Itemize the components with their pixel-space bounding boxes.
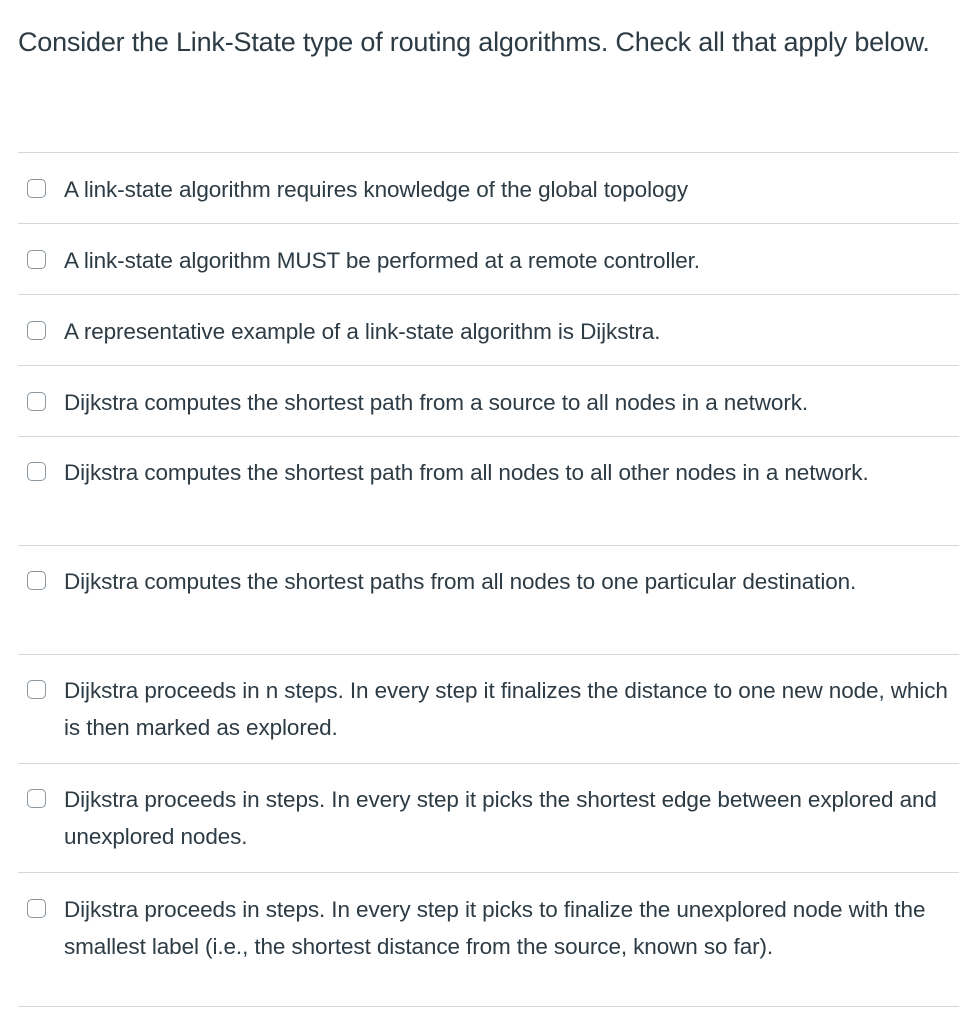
answer-option[interactable] bbox=[18, 366, 959, 437]
answer-option[interactable] bbox=[18, 224, 959, 295]
answer-label[interactable]: Dijkstra computes the shortest path from all nodes to all other nodes in a network. bbox=[64, 460, 869, 485]
answer-option[interactable] bbox=[18, 764, 959, 873]
answer-checkbox[interactable] bbox=[27, 680, 46, 699]
answer-option[interactable] bbox=[18, 153, 959, 224]
answer-checkbox[interactable] bbox=[27, 899, 46, 918]
answer-label[interactable]: A link-state algorithm requires knowledge of the global topology bbox=[64, 177, 688, 202]
answer-label[interactable]: Dijkstra proceeds in steps. In every step it picks the shortest edge between explored and unexplored nodes. bbox=[64, 787, 937, 849]
answer-label[interactable]: A representative example of a link-state algorithm is Dijkstra. bbox=[64, 319, 661, 344]
answer-option[interactable] bbox=[18, 546, 959, 655]
answer-label[interactable]: Dijkstra proceeds in n steps. In every step it finalizes the distance to one new node, which is then marked as explored. bbox=[64, 678, 948, 740]
answer-label[interactable]: Dijkstra computes the shortest paths from all nodes to one particular destination. bbox=[64, 569, 857, 594]
answer-label[interactable]: Dijkstra computes the shortest path from a source to all nodes in a network. bbox=[64, 390, 809, 415]
answer-checkbox[interactable] bbox=[27, 321, 46, 340]
answer-checkbox[interactable] bbox=[27, 789, 46, 808]
answer-checkbox[interactable] bbox=[27, 250, 46, 269]
answer-checkbox[interactable] bbox=[27, 392, 46, 411]
answer-checkbox[interactable] bbox=[27, 571, 46, 590]
question-text: Consider the Link-State type of routing algorithms. Check all that apply below. bbox=[18, 27, 930, 57]
answer-option[interactable] bbox=[18, 437, 959, 546]
answer-label[interactable]: A link-state algorithm MUST be performed at a remote controller. bbox=[64, 248, 700, 273]
answer-option[interactable] bbox=[18, 655, 959, 764]
answer-option[interactable] bbox=[18, 295, 959, 366]
answer-option[interactable] bbox=[18, 873, 959, 1007]
answer-checkbox[interactable] bbox=[27, 179, 46, 198]
answer-list bbox=[18, 152, 959, 1007]
answer-checkbox[interactable] bbox=[27, 462, 46, 481]
answer-label[interactable]: Dijkstra proceeds in steps. In every step it picks to finalize the unexplored node with the smallest label (i.e., the shortest distance from the source, known so far). bbox=[64, 897, 926, 959]
